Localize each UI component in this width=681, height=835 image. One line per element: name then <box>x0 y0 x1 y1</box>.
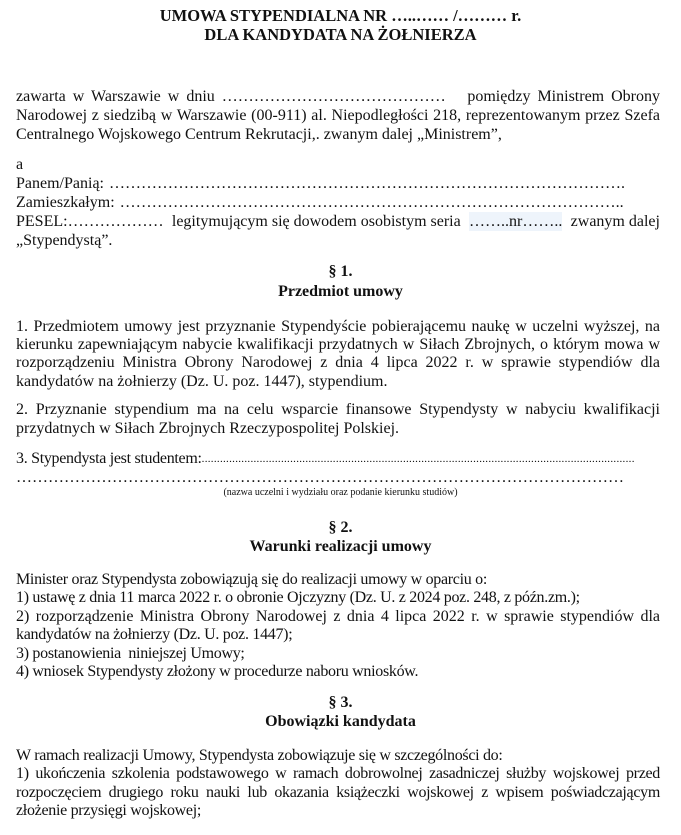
section1-p1-line3: rozporządzeniu Ministra Obrony Narodowej z dnia 4 lipca 2022 r. w sprawie stypendiów dla <box>16 354 660 371</box>
university-field-line2[interactable]: …………………………………………………………………………………………………… <box>16 469 624 486</box>
section2-item-4: 4) wniosek Stypendysty złożony w procedurze naboru wniosków. <box>16 663 419 680</box>
party-name-row <box>16 174 660 193</box>
section1-p2-line2: przydatnych w Siłach Zbrojnych Rzeczypospolitej Polskiej. <box>16 420 400 437</box>
intro-line1 <box>16 87 660 106</box>
section2-title: Warunki realizacji umowy <box>249 538 432 555</box>
document-title-line2: DLA KANDYDATA NA ŻOŁNIERZA <box>204 25 477 44</box>
party-id-series-nr-field[interactable]: ……..nr…….. <box>469 213 563 230</box>
section1-p1-line4: kandydatów na żołnierzy (Dz. U. poz. 1447), stypendium. <box>16 373 388 390</box>
party-conjunction: a <box>16 156 24 173</box>
party-id-text: legitymującym się dowodem osobistym seria <box>171 213 461 230</box>
party-pesel-field[interactable]: ……………… <box>67 213 164 230</box>
party-address-field[interactable]: ………………………………………………………………………………….. <box>119 194 624 211</box>
section1-number: § 1. <box>328 263 353 280</box>
section3-intro: W ramach realizacji Umowy, Stypendysta zobowiązuje się w szczególności do: <box>16 747 503 764</box>
section2-item-3: 3) postanowienia niniejszej Umowy; <box>16 645 245 662</box>
intro-line1-right: pomiędzy Ministrem Obrony <box>467 88 660 105</box>
section2-number: § 2. <box>328 519 353 536</box>
party-address-label: Zamieszkałym: <box>16 194 115 211</box>
section1-p3-label: 3. Stypendysta jest studentem: <box>16 450 202 467</box>
section3-title: Obowiązki kandydata <box>265 713 416 730</box>
party-alias: „Stypendystą”. <box>16 232 113 249</box>
section2-item-2-cont: kandydatów na żołnierzy (Dz. U. poz. 1447); <box>16 626 293 643</box>
party-pesel-label: PESEL: <box>16 213 68 230</box>
party-name-field[interactable]: ……………………………………………………………………………………. <box>108 175 625 192</box>
section3-number: § 3. <box>328 694 353 711</box>
party-pesel-row <box>16 212 660 231</box>
university-field-caption: (nazwa uczelni i wydziału oraz podanie kierunku studiów) <box>223 487 458 498</box>
section3-item-1-line2: rozpoczęciem drugiego roku nauki lub okazania książeczki wojskowej z wpisem poświadczającym <box>16 784 660 801</box>
intro-date-field[interactable]: zawarta w Warszawie w dniu …………………………………… <box>16 88 446 105</box>
section1-p1-line1: 1. Przedmiotem umowy jest przyznanie Stypendyście pobierającemu naukę w uczelni wyższej, na <box>16 318 660 335</box>
party-name-label: Panem/Panią: <box>16 175 104 192</box>
section1-p2-line1: 2. Przyznanie stypendium ma na celu wsparcie finansowe Stypendysty w nabyciu kwalifikacji <box>16 401 660 418</box>
section3-item-1-line1: 1) ukończenia szkolenia podstawowego w ramach dobrowolnej zasadniczej służby wojskowej przed <box>16 765 660 782</box>
section1-p1-line2: kierunku zapewniającym nabycie kwalifikacji przydatnych w Siłach Zbrojnych, o którym mowa w <box>16 336 660 353</box>
section1-title: Przedmiot umowy <box>278 283 403 300</box>
university-field[interactable]: .............................................................................................................................................. <box>201 453 635 465</box>
party-id-suffix: zwanym dalej <box>570 213 660 230</box>
section2-item-2: 2) rozporządzenie Ministra Obrony Narodowej z dnia 4 lipca 2022 r. w sprawie stypendiów dla <box>16 608 660 625</box>
document-title-line1: UMOWA STYPENDIALNA NR …..…… /……… r. <box>159 6 522 25</box>
intro-line3: Centralnego Wojskowego Centrum Rekrutacji,. zwanym dalej „Ministrem”, <box>16 126 502 143</box>
intro-line2: Narodowej z siedzibą w Warszawie (00-911) al. Niepodległości 218, reprezentowanym przez Szefa <box>16 107 660 124</box>
section2-item-1: 1) ustawę z dnia 11 marca 2022 r. o obronie Ojczyzny (Dz. U. z 2024 poz. 248, z późn.zm.); <box>16 589 580 606</box>
section1-p3-row <box>16 449 660 468</box>
party-address-row <box>16 193 660 212</box>
section2-intro: Minister oraz Stypendysta zobowiązują się do realizacji umowy w oparciu o: <box>16 571 487 588</box>
section3-item-1-line3: złożenie przysięgi wojskowej; <box>16 802 202 819</box>
